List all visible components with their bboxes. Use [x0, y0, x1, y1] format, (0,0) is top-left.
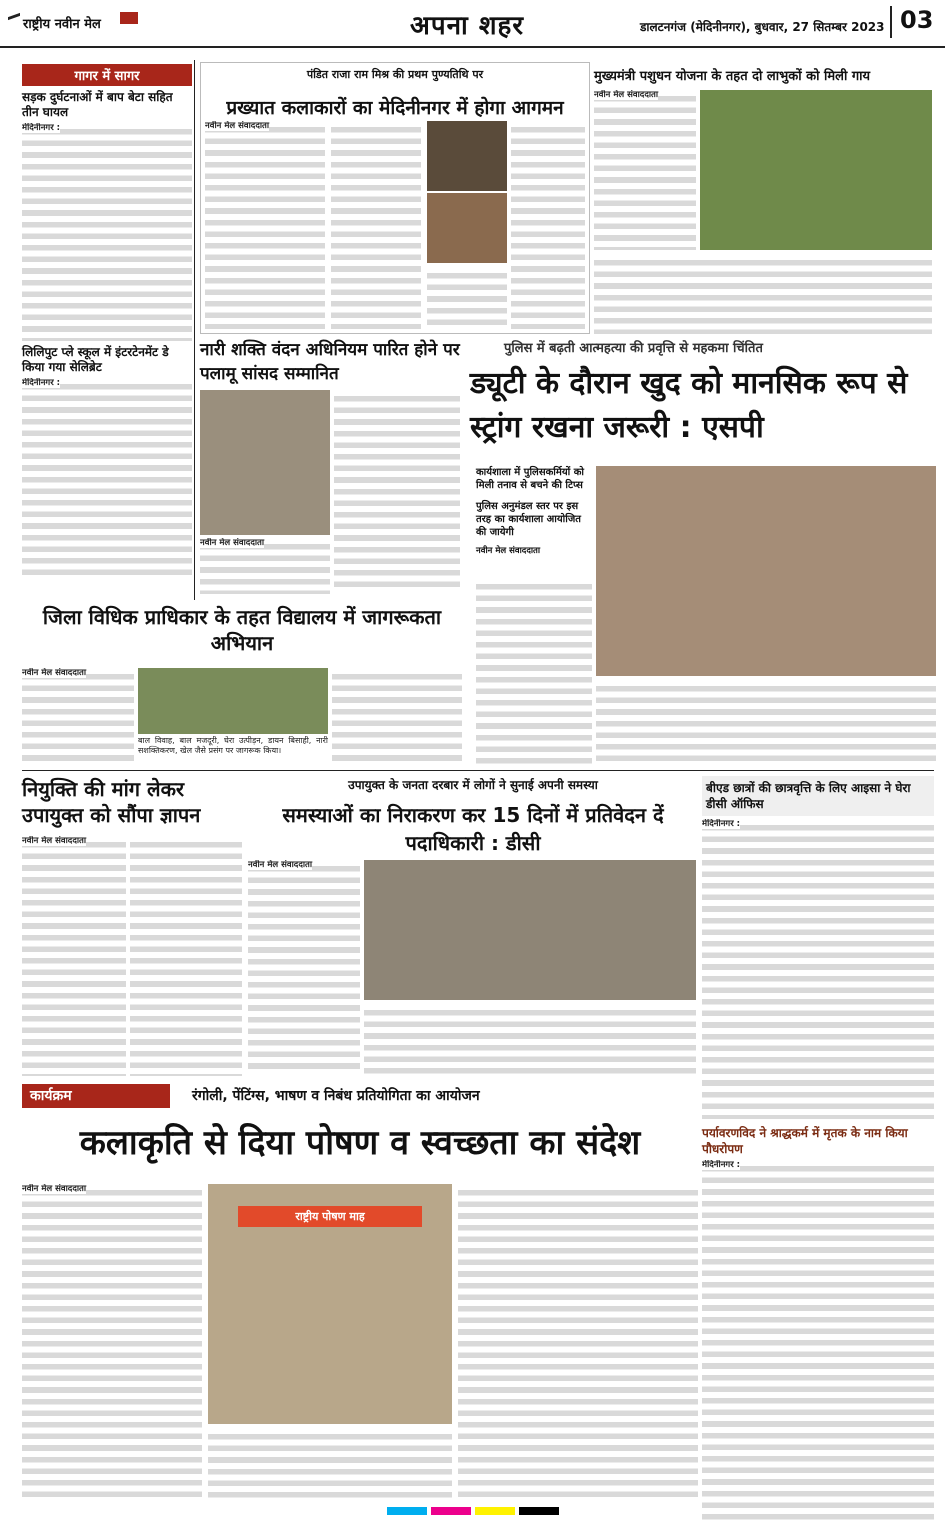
- dc-photo: [364, 860, 696, 1000]
- legal-photo: [138, 668, 328, 734]
- karyakram-headline: कलाकृति से दिया पोषण व स्वच्छता का संदेश: [79, 1123, 641, 1163]
- legal-body-col2: [332, 668, 462, 762]
- masthead: [0, 0, 945, 48]
- logo-text: राष्ट्रीय नवीन मेल: [23, 17, 101, 32]
- black-swatch: [519, 1507, 559, 1515]
- niyukti-byline: नवीन मेल संवाददाता: [22, 836, 87, 846]
- shraddhakarm-dateline: मेदिनीनगर :: [702, 1160, 741, 1170]
- police-headline: ड्यूटी के दौरान खुद को मानसिक रूप से स्ट्रांग रखना जरूरी : एसपी: [470, 366, 908, 445]
- story2-dateline: मेदिनीनगर :: [22, 378, 61, 388]
- karyakram-label: कार्यक्रम: [22, 1084, 170, 1108]
- artists-byline: नवीन मेल संवाददाता: [205, 121, 270, 131]
- page-number: 03: [890, 6, 933, 38]
- artists-body-col2: [331, 121, 421, 329]
- dc-headline: समस्याओं का निराकरण कर 15 दिनों में प्रतिवेदन दें पदाधिकारी : डीसी: [282, 803, 664, 855]
- section-header-gagar: गागर में सागर: [22, 64, 192, 86]
- police-byline: नवीन मेल संवाददाता: [476, 546, 541, 556]
- column-rule: [194, 60, 195, 600]
- story2-body: [22, 378, 192, 576]
- story-cm: [594, 66, 934, 336]
- karyakram-body-col1: [22, 1184, 202, 1502]
- bird-icon: [8, 13, 20, 30]
- dc-body-bottom: [364, 1004, 696, 1074]
- niyukti-headline: नियुक्ति की मांग लेकर उपायुक्त को सौंपा ज्ञापन: [22, 777, 201, 827]
- bed-dateline: मेदिनीनगर :: [702, 819, 741, 829]
- artists-body-col1: [205, 121, 325, 329]
- bed-body: [702, 819, 934, 1119]
- magenta-swatch: [431, 1507, 471, 1515]
- story1-headline: सड़क दुर्घटनाओं में बाप बेटा सहित तीन घायल: [22, 90, 173, 119]
- red-flag-icon: [120, 12, 138, 24]
- story-legal: [22, 604, 462, 764]
- newspaper-logo: [8, 14, 101, 32]
- police-photo: [596, 466, 936, 676]
- police-sub2: पुलिस अनुमंडल स्तर पर इस तरह का कार्यशाला आयोजित की जायेगी: [476, 501, 581, 538]
- cyan-swatch: [387, 1507, 427, 1515]
- police-body-bottom: [596, 680, 936, 764]
- niyukti-body-col2: [130, 836, 242, 1076]
- legal-headline: जिला विधिक प्राधिकार के तहत विद्यालय में जागरूकता अभियान: [42, 605, 442, 655]
- nari-photo: [200, 390, 330, 535]
- story1-body: [22, 123, 192, 341]
- right-column-bottom: [702, 776, 934, 1501]
- legal-byline: नवीन मेल संवाददाता: [22, 668, 87, 678]
- nari-byline: नवीन मेल संवाददाता: [200, 538, 265, 548]
- cm-photo-cows: [700, 90, 932, 250]
- cm-body-bottom: [594, 254, 932, 334]
- story1-dateline: मेदिनीनगर :: [22, 123, 61, 133]
- police-body-col1: [476, 578, 592, 764]
- dc-body-col1: [248, 860, 360, 1074]
- horizontal-rule-mid: [22, 770, 934, 771]
- karyakram-photo: [208, 1184, 452, 1424]
- shraddhakarm-body: [702, 1160, 934, 1520]
- karyakram-byline: नवीन मेल संवाददाता: [22, 1184, 87, 1194]
- karyakram-body-col2: [208, 1428, 452, 1502]
- niyukti-body-col1: [22, 836, 126, 1076]
- cm-headline: मुख्यमंत्री पशुधन योजना के तहत दो लाभुकों को मिली गाय: [594, 69, 871, 84]
- police-subheads: [476, 466, 592, 556]
- story-artists: [200, 62, 590, 334]
- story-karyakram: [22, 1084, 698, 1504]
- karyakram-photo-banner: राष्ट्रीय पोषण माह: [238, 1206, 422, 1227]
- nari-body-bottom: [200, 538, 330, 594]
- police-sub1: कार्यशाला में पुलिसकर्मियों को मिली तनाव से बचने की टिप्स: [476, 467, 584, 491]
- story-nari: [200, 338, 462, 598]
- dc-byline: नवीन मेल संवाददाता: [248, 860, 313, 870]
- nari-headline: नारी शक्ति वंदन अधिनियम पारित होने पर पलामू सांसद सम्मानित: [200, 340, 460, 384]
- section-title: अपना शहर: [410, 11, 524, 41]
- nari-body-right: [334, 390, 460, 590]
- cm-body-col1: [594, 90, 696, 250]
- legal-body-col1: [22, 668, 134, 762]
- bed-headline: बीएड छात्रों की छात्रवृत्ति के लिए आइसा ने घेरा डीसी ऑफिस: [702, 776, 934, 816]
- story-niyukti: [22, 776, 242, 1076]
- story2-headline: लिलिपुट प्ले स्कूल में इंटरटेनमेंट डे किया गया सेलिब्रेट: [22, 345, 169, 374]
- story-dc: [248, 776, 698, 1076]
- cm-byline: नवीन मेल संवाददाता: [594, 90, 659, 100]
- legal-caption: बाल विवाह, बाल मजदूरी, घेरा उत्पीड़न, डायन बिसाही, नारी सशक्तिकरण, खेल जैसे प्रसंग पर जागरूक किया।: [138, 736, 328, 755]
- dateline: डालटनगंज (मेदिनीनगर), बुधवार, 27 सितम्बर 2023: [640, 20, 885, 34]
- artists-body-col3: [427, 267, 507, 329]
- police-kicker: पुलिस में बढ़ती आत्महत्या की प्रवृत्ति से महकमा चिंतित: [504, 341, 763, 356]
- artists-photo-1: [427, 121, 507, 191]
- artists-photo-2: [427, 193, 507, 263]
- artists-headline: प्रख्यात कलाकारों का मेदिनीनगर में होगा आगमन: [226, 97, 564, 119]
- yellow-swatch: [475, 1507, 515, 1515]
- karyakram-body-col3: [458, 1184, 698, 1502]
- color-registration-strip: [0, 1505, 945, 1517]
- artists-kicker: पंडित राजा राम मिश्र की प्रथम पुण्यतिथि पर: [306, 68, 484, 81]
- story-police: [470, 338, 936, 768]
- left-column: [22, 64, 192, 576]
- artists-body-col4: [511, 121, 585, 329]
- shraddhakarm-headline: पर्यावरणविद ने श्राद्धकर्म में मृतक के नाम किया पौधरोपण: [702, 1126, 908, 1156]
- karyakram-kicker: रंगोली, पेंटिंग्स, भाषण व निबंध प्रतियोगिता का आयोजन: [192, 1088, 480, 1104]
- dc-kicker: उपायुक्त के जनता दरबार में लोगों ने सुनाई अपनी समस्या: [348, 778, 598, 792]
